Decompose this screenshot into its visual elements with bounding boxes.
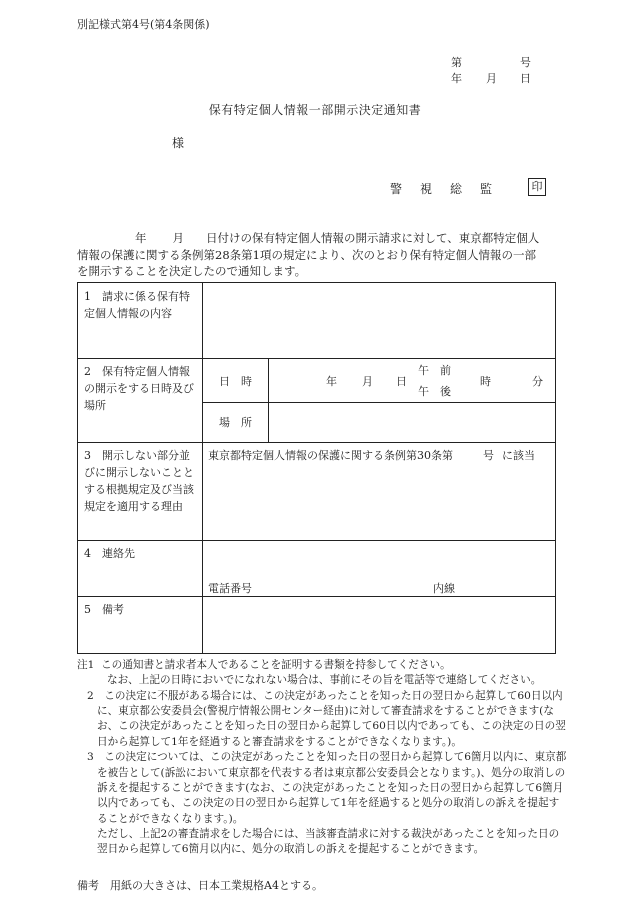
date-day: 日	[520, 72, 531, 85]
intro-line2: 情報の保護に関する条例第28条第1項の規定により、次のとおり保有特定個人情報の一部	[77, 247, 536, 262]
document-title: 保有特定個人情報一部開示決定通知書	[208, 103, 422, 117]
issuer-char: 監	[480, 182, 493, 196]
phone-label: 電話番号	[208, 582, 252, 595]
note1-supplement: なお、上記の日時においでになれない場合は、事前にその旨を電話等で連絡してください。	[107, 674, 542, 687]
seal-mark: 印	[528, 178, 546, 196]
datetime-am: 午 前	[418, 364, 451, 377]
place-label: 場 所	[219, 416, 252, 429]
notes	[77, 658, 567, 858]
row2-label: 2 保有特定個人情報の開示をする日時及び場所	[84, 365, 194, 413]
datetime-minute: 分	[532, 375, 543, 388]
form-label: 別記様式第4号(第4条関係)	[77, 18, 210, 31]
addressee: 様	[172, 136, 185, 150]
datetime-month: 月	[362, 375, 373, 388]
intro-month: 月	[172, 231, 184, 245]
issuer-char: 視	[420, 182, 433, 196]
number-suffix: 号	[520, 56, 531, 69]
date-year: 年	[451, 72, 462, 85]
intro-year: 年	[135, 231, 147, 245]
row3-article: 東京都特定個人情報の保護に関する条例第30条第	[208, 449, 453, 462]
disclosure-table	[77, 282, 556, 654]
note2: 2 この決定に不服がある場合には、この決定があったことを知った日の翌日から起算して60日以内に、東京都公安委員会(警視庁情報公開センター経由)に対して審査請求をすることができます(なお、この決定があったことを知った日の翌日から起算して60日以内であっても、この決定の日の翌日から起算して1年を経過すると審査請求をすることができなくなります。)。	[87, 689, 566, 748]
datetime-label: 日 時	[219, 375, 252, 388]
row5-label: 5 備考	[84, 603, 124, 616]
row4-label: 4 連絡先	[84, 547, 135, 560]
datetime-pm: 午 後	[418, 385, 451, 398]
datetime-year: 年	[326, 375, 337, 388]
note1-prefix: 注1	[77, 659, 95, 671]
note3: 3 この決定については、この決定があったことを知った日の翌日から起算して6箇月以内に、東京都を被告として(訴訟において東京都を代表する者は東京都公安委員会となります。)、処分の取消しの訴えを提起することができます(なお、この決定があったことを知った日の翌日から起算して6箇月以内であっても、この決定の日の翌日から起算して1年を経過すると処分の取消しの訴えを提起することができなくなります。)。	[87, 751, 567, 825]
row3-go: 号	[483, 449, 494, 462]
remarks: 備考 用紙の大きさは、日本工業規格A4とする。	[77, 879, 323, 892]
intro-line1: 日付けの保有特定個人情報の開示請求に対して、東京都特定個人	[206, 231, 540, 245]
number-prefix: 第	[451, 56, 462, 69]
row3-label: 3 開示しない部分並びに開示しないこととする根拠規定及び当該規定を適用する理由	[84, 449, 194, 514]
extension-label: 内線	[433, 582, 455, 595]
row3-text	[208, 447, 535, 464]
issuer-char: 総	[450, 182, 463, 196]
datetime-hour: 時	[480, 375, 491, 388]
intro-line3: を開示することを決定したので通知します。	[77, 264, 307, 279]
issuer-char: 警	[390, 182, 403, 196]
intro-text	[77, 230, 555, 280]
note1: この通知書と請求者本人であることを証明する書類を持参してください。	[101, 659, 451, 671]
datetime-day: 日	[396, 375, 407, 388]
note3-supplement: ただし、上記2の審査請求をした場合には、当該審査請求に対する裁決があったことを知った日の翌日から起算して6箇月以内に、処分の取消しの訴えを提起することができます。	[97, 827, 560, 856]
issuer	[390, 181, 510, 197]
row3-applies: に該当	[502, 449, 535, 462]
row1-label: 1 請求に係る保有特定個人情報の内容	[84, 290, 190, 321]
date-month: 月	[486, 72, 497, 85]
